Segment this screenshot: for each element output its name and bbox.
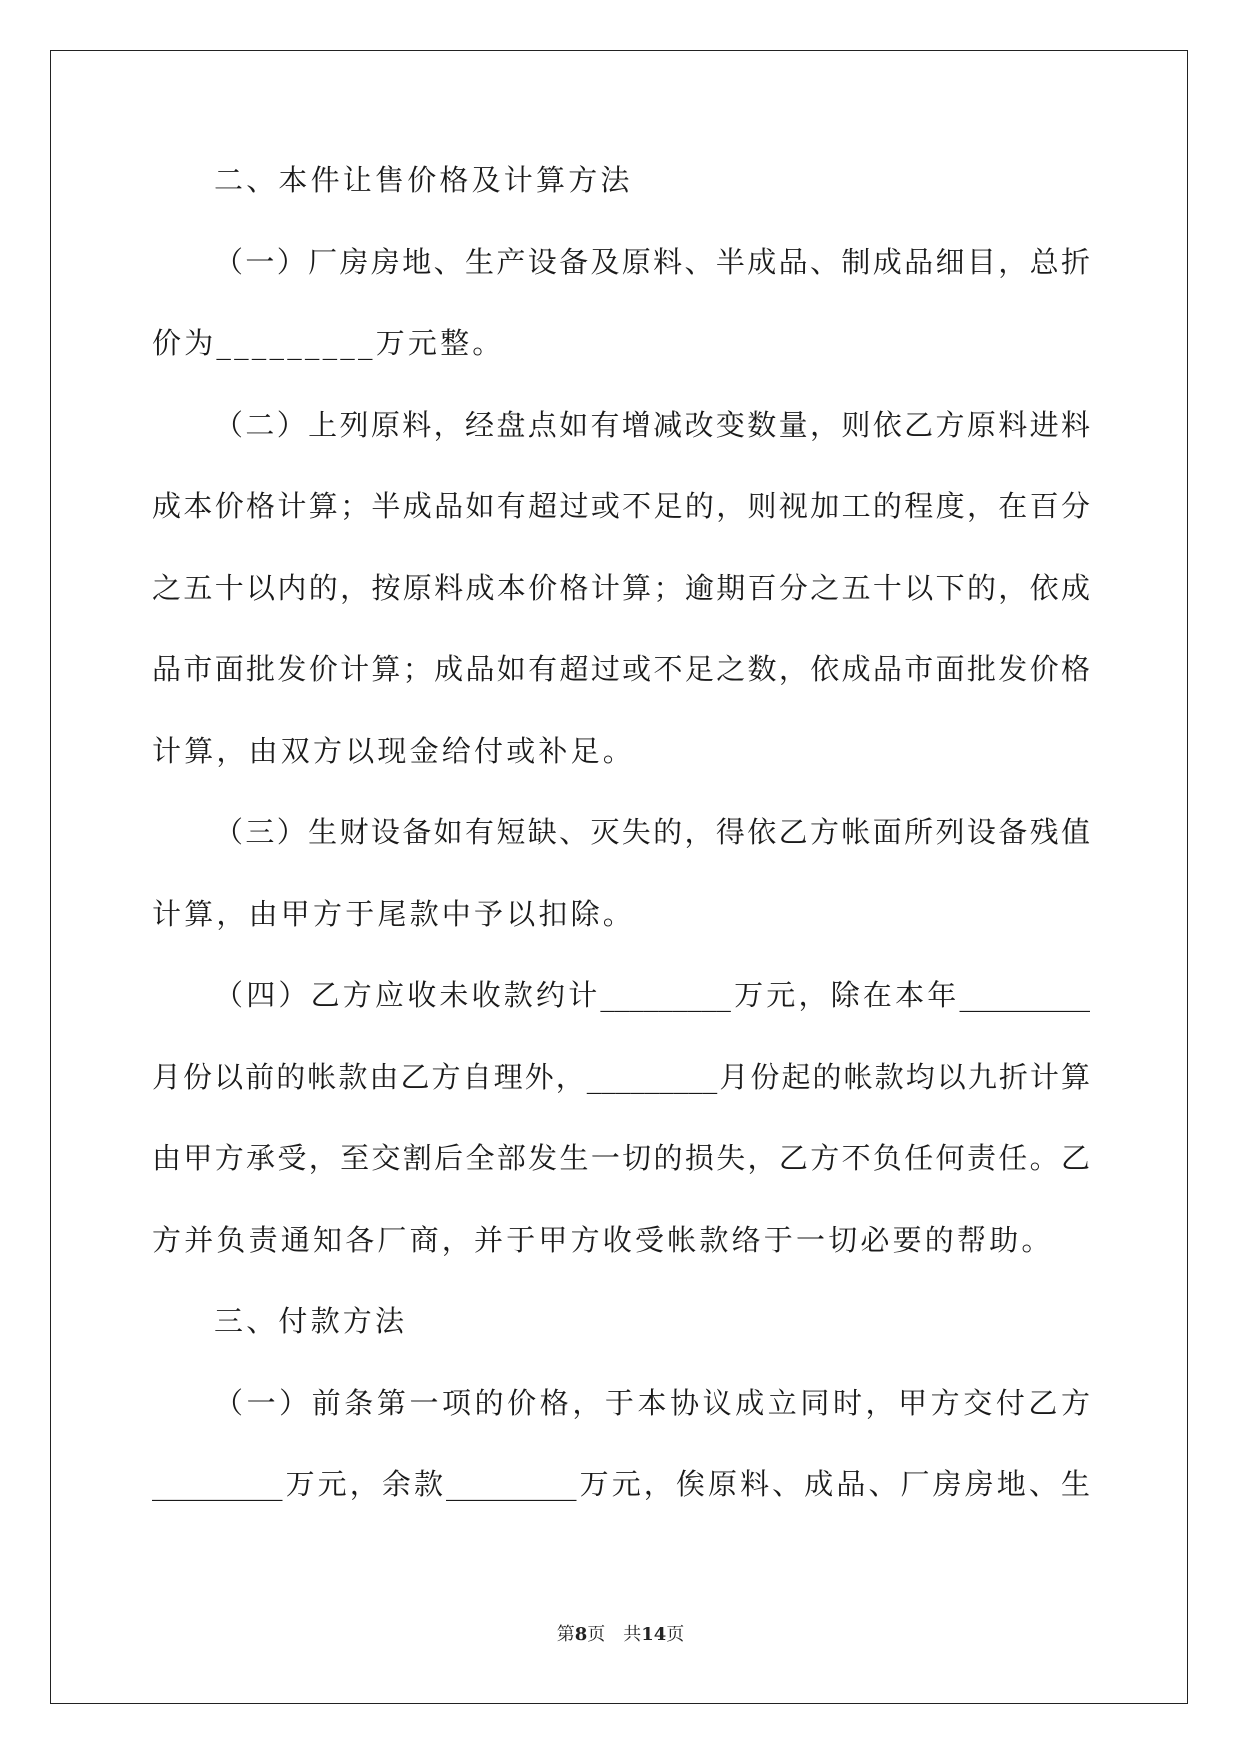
- paragraph-line: 方并负责通知各厂商，并于甲方收受帐款络于一切必要的帮助。: [152, 1222, 1054, 1257]
- paragraph-line: 品市面批发价计算；成品如有超过或不足之数，依成品市面批发价格: [152, 652, 1090, 686]
- paragraph-line: 由甲方承受，至交割后全部发生一切的损失，乙方不负任何责任。乙: [152, 1141, 1090, 1175]
- paragraph-line: 计算，由双方以现金给付或补足。: [152, 733, 636, 768]
- paragraph-line: （三）生财设备如有短缺、灭失的，得依乙方帐面所列设备残值: [214, 815, 1090, 849]
- paragraph-line: （二）上列原料，经盘点如有增减改变数量，则依乙方原料进料: [214, 407, 1090, 442]
- page-footer: [0, 1620, 1241, 1646]
- paragraph-line: 之五十以内的，按原料成本价格计算；逾期百分之五十以下的，依成: [152, 570, 1090, 605]
- paragraph-line: （一）厂房房地、生产设备及原料、半成品、制成品细目，总折: [214, 244, 1090, 279]
- paragraph-line: 价为_________万元整。: [152, 326, 505, 360]
- paragraph-line: （一）前条第一项的价格，于本协议成立同时，甲方交付乙方: [214, 1385, 1090, 1420]
- section-heading: 二、本件让售价格及计算方法: [214, 163, 633, 197]
- document-body: [152, 160, 1090, 1546]
- page-mid: 页 共: [587, 1624, 642, 1645]
- page-suffix: 页: [666, 1624, 685, 1645]
- paragraph-line: 成本价格计算；半成品如有超过或不足的，则视加工的程度，在百分: [152, 489, 1090, 523]
- paragraph-line: （四）乙方应收未收款约计_________万元，除在本年_________: [214, 978, 1090, 1012]
- page-current: 8: [574, 1624, 588, 1645]
- paragraph-line: 计算，由甲方于尾款中予以扣除。: [152, 896, 636, 931]
- paragraph-line: _________万元，余款_________万元，俟原料、成品、厂房房地、生: [152, 1467, 1090, 1501]
- page-total: 14: [641, 1624, 667, 1645]
- paragraph-line: 月份以前的帐款由乙方自理外，_________月份起的帐款均以九折计算: [152, 1059, 1090, 1094]
- page-prefix: 第: [556, 1624, 575, 1645]
- section-heading: 三、付款方法: [214, 1304, 408, 1338]
